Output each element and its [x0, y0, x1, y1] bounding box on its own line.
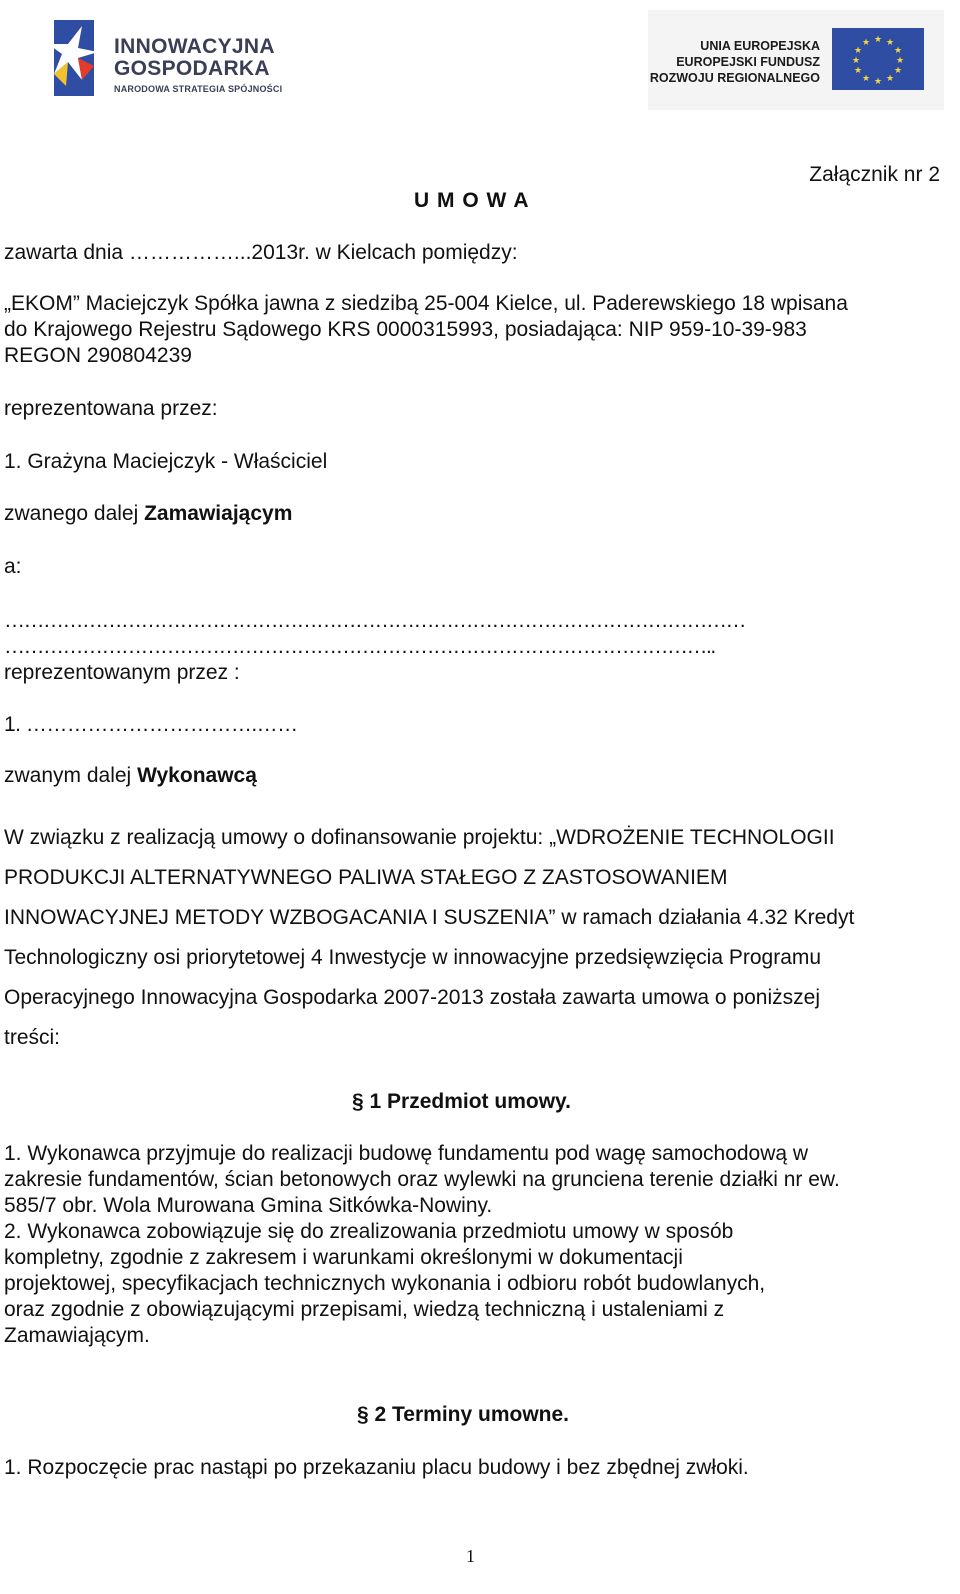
section-1-line: 1. Wykonawca przyjmuje do realizacji budowę fundamentu pod wagę samochodową w [4, 1142, 809, 1165]
svg-text:★: ★ [851, 56, 861, 66]
intro-line: Operacyjnego Innowacyjna Gospodarka 2007-2013 została zawarta umowa o poniższej [4, 986, 820, 1009]
svg-text:★: ★ [853, 66, 863, 76]
eu-line-1: UNIA EUROPEJSKA [700, 39, 820, 53]
concluded-line: zawarta dnia ……………...2013r. w Kielcach pomiędzy: [4, 241, 518, 264]
intro-line: treści: [4, 1026, 61, 1049]
intro-line: W związku z realizacją umowy o dofinansowanie projektu: „WDROŻENIE TECHNOLOGII [4, 826, 835, 849]
section-1-line: 2. Wykonawca zobowiązuje się do zrealizowania przedmiotu umowy w sposób [4, 1220, 734, 1243]
svg-text:★: ★ [873, 77, 883, 87]
section-2-heading: § 2 Terminy umowne. [357, 1403, 569, 1426]
section-1-line: zakresie fundamentów, ścian betonowych oraz wylewki na gruncienа terenie działki nr ew. [4, 1168, 840, 1191]
star-emblem-icon [48, 14, 112, 104]
section-1-line: oraz zgodnie z obowiązującymi przepisami, wiedzą techniczną i ustaleniami z [4, 1298, 725, 1321]
party1-line-1: „EKOM” Maciejczyk Spółka jawna z siedzibą 25-004 Kielce, ul. Paderewskiego 18 wpisana [4, 292, 848, 315]
section-1-heading: § 1 Przedmiot umowy. [352, 1090, 571, 1113]
and-label: a: [4, 555, 22, 578]
intro-paragraph [4, 818, 854, 1058]
represented-by-2: reprezentowanym przez : [4, 661, 240, 684]
section-1-line: projektowej, specyfikacjach technicznych wykonania i odbioru robót budowlanych, [4, 1272, 766, 1295]
svg-text:★: ★ [873, 35, 883, 45]
svg-text:★: ★ [893, 46, 903, 56]
party1-line-2: do Krajowego Rejestru Sądowego KRS 0000315993, posiadająca: NIP 959-10-39-983 [4, 318, 807, 341]
represented-by: reprezentowana przez: [4, 397, 218, 420]
svg-text:★: ★ [885, 38, 895, 48]
called-prefix: zwanego dalej [4, 502, 145, 525]
called-line-2 [4, 763, 257, 789]
blank-dots-1: …………………………………………………………………………………………………… [4, 609, 745, 632]
document-title: U M O W A [414, 189, 530, 212]
svg-text:★: ★ [861, 74, 871, 84]
innowacyjna-gospodarka-logo [48, 14, 298, 104]
eu-flag-icon [832, 28, 924, 90]
intro-line: Technologiczny osi priorytetowej 4 Inwestycje w innowacyjne przedsięwzięcia Programu [4, 946, 822, 969]
section-1-line: 585/7 obr. Wola Murowana Gmina Sitkówka-Nowiny. [4, 1194, 493, 1217]
representative-1: 1. Grażyna Maciejczyk - Właściciel [4, 450, 328, 473]
section-1-body [4, 1141, 840, 1349]
svg-text:★: ★ [853, 46, 863, 56]
representative-2: 1. …………………………….…… [4, 713, 298, 736]
svg-text:★: ★ [895, 56, 905, 66]
svg-text:★: ★ [893, 66, 903, 76]
page-number: 1 [466, 1546, 475, 1566]
blank-dots-2: ……………………………………………………………………………………………….. [4, 635, 715, 658]
eu-line-2: EUROPEJSKI FUNDUSZ [676, 55, 820, 69]
party1-line-3: REGON 290804239 [4, 344, 192, 367]
svg-text:★: ★ [861, 38, 871, 48]
intro-line: INNOWACYJNEJ METODY WZBOGACANIA I SUSZENIA” w ramach działania 4.32 Kredyt [4, 906, 855, 929]
eu-line-3: ROZWOJU REGIONALNEGO [649, 71, 820, 85]
intro-line: PRODUKCJI ALTERNATYWNEGO PALIWA STAŁEGO Z ZASTOSOWANIEM [4, 866, 728, 889]
ordering-party-name: Zamawiającym [144, 502, 293, 525]
eu-fund-logo [648, 10, 944, 110]
section-1-line: Zamawiającym. [4, 1324, 150, 1347]
attachment-label: Załącznik nr 2 [809, 163, 940, 186]
section-2-line: 1. Rozpoczęcie prac nastąpi po przekazaniu placu budowy i bez zbędnej zwłoki. [4, 1456, 749, 1479]
contractor-name: Wykonawcą [137, 764, 257, 787]
called2-prefix: zwanym dalej [4, 764, 138, 787]
logo-line-1: INNOWACYJNA [114, 35, 275, 58]
svg-text:★: ★ [885, 74, 895, 84]
logo-line-3: NARODOWA STRATEGIA SPÓJNOŚCI [114, 84, 283, 94]
section-1-line: kompletny, zgodnie z zakresem i warunkami określonymi w dokumentacji [4, 1246, 683, 1269]
logo-line-2: GOSPODARKA [114, 57, 270, 80]
called-line-1 [4, 501, 292, 527]
